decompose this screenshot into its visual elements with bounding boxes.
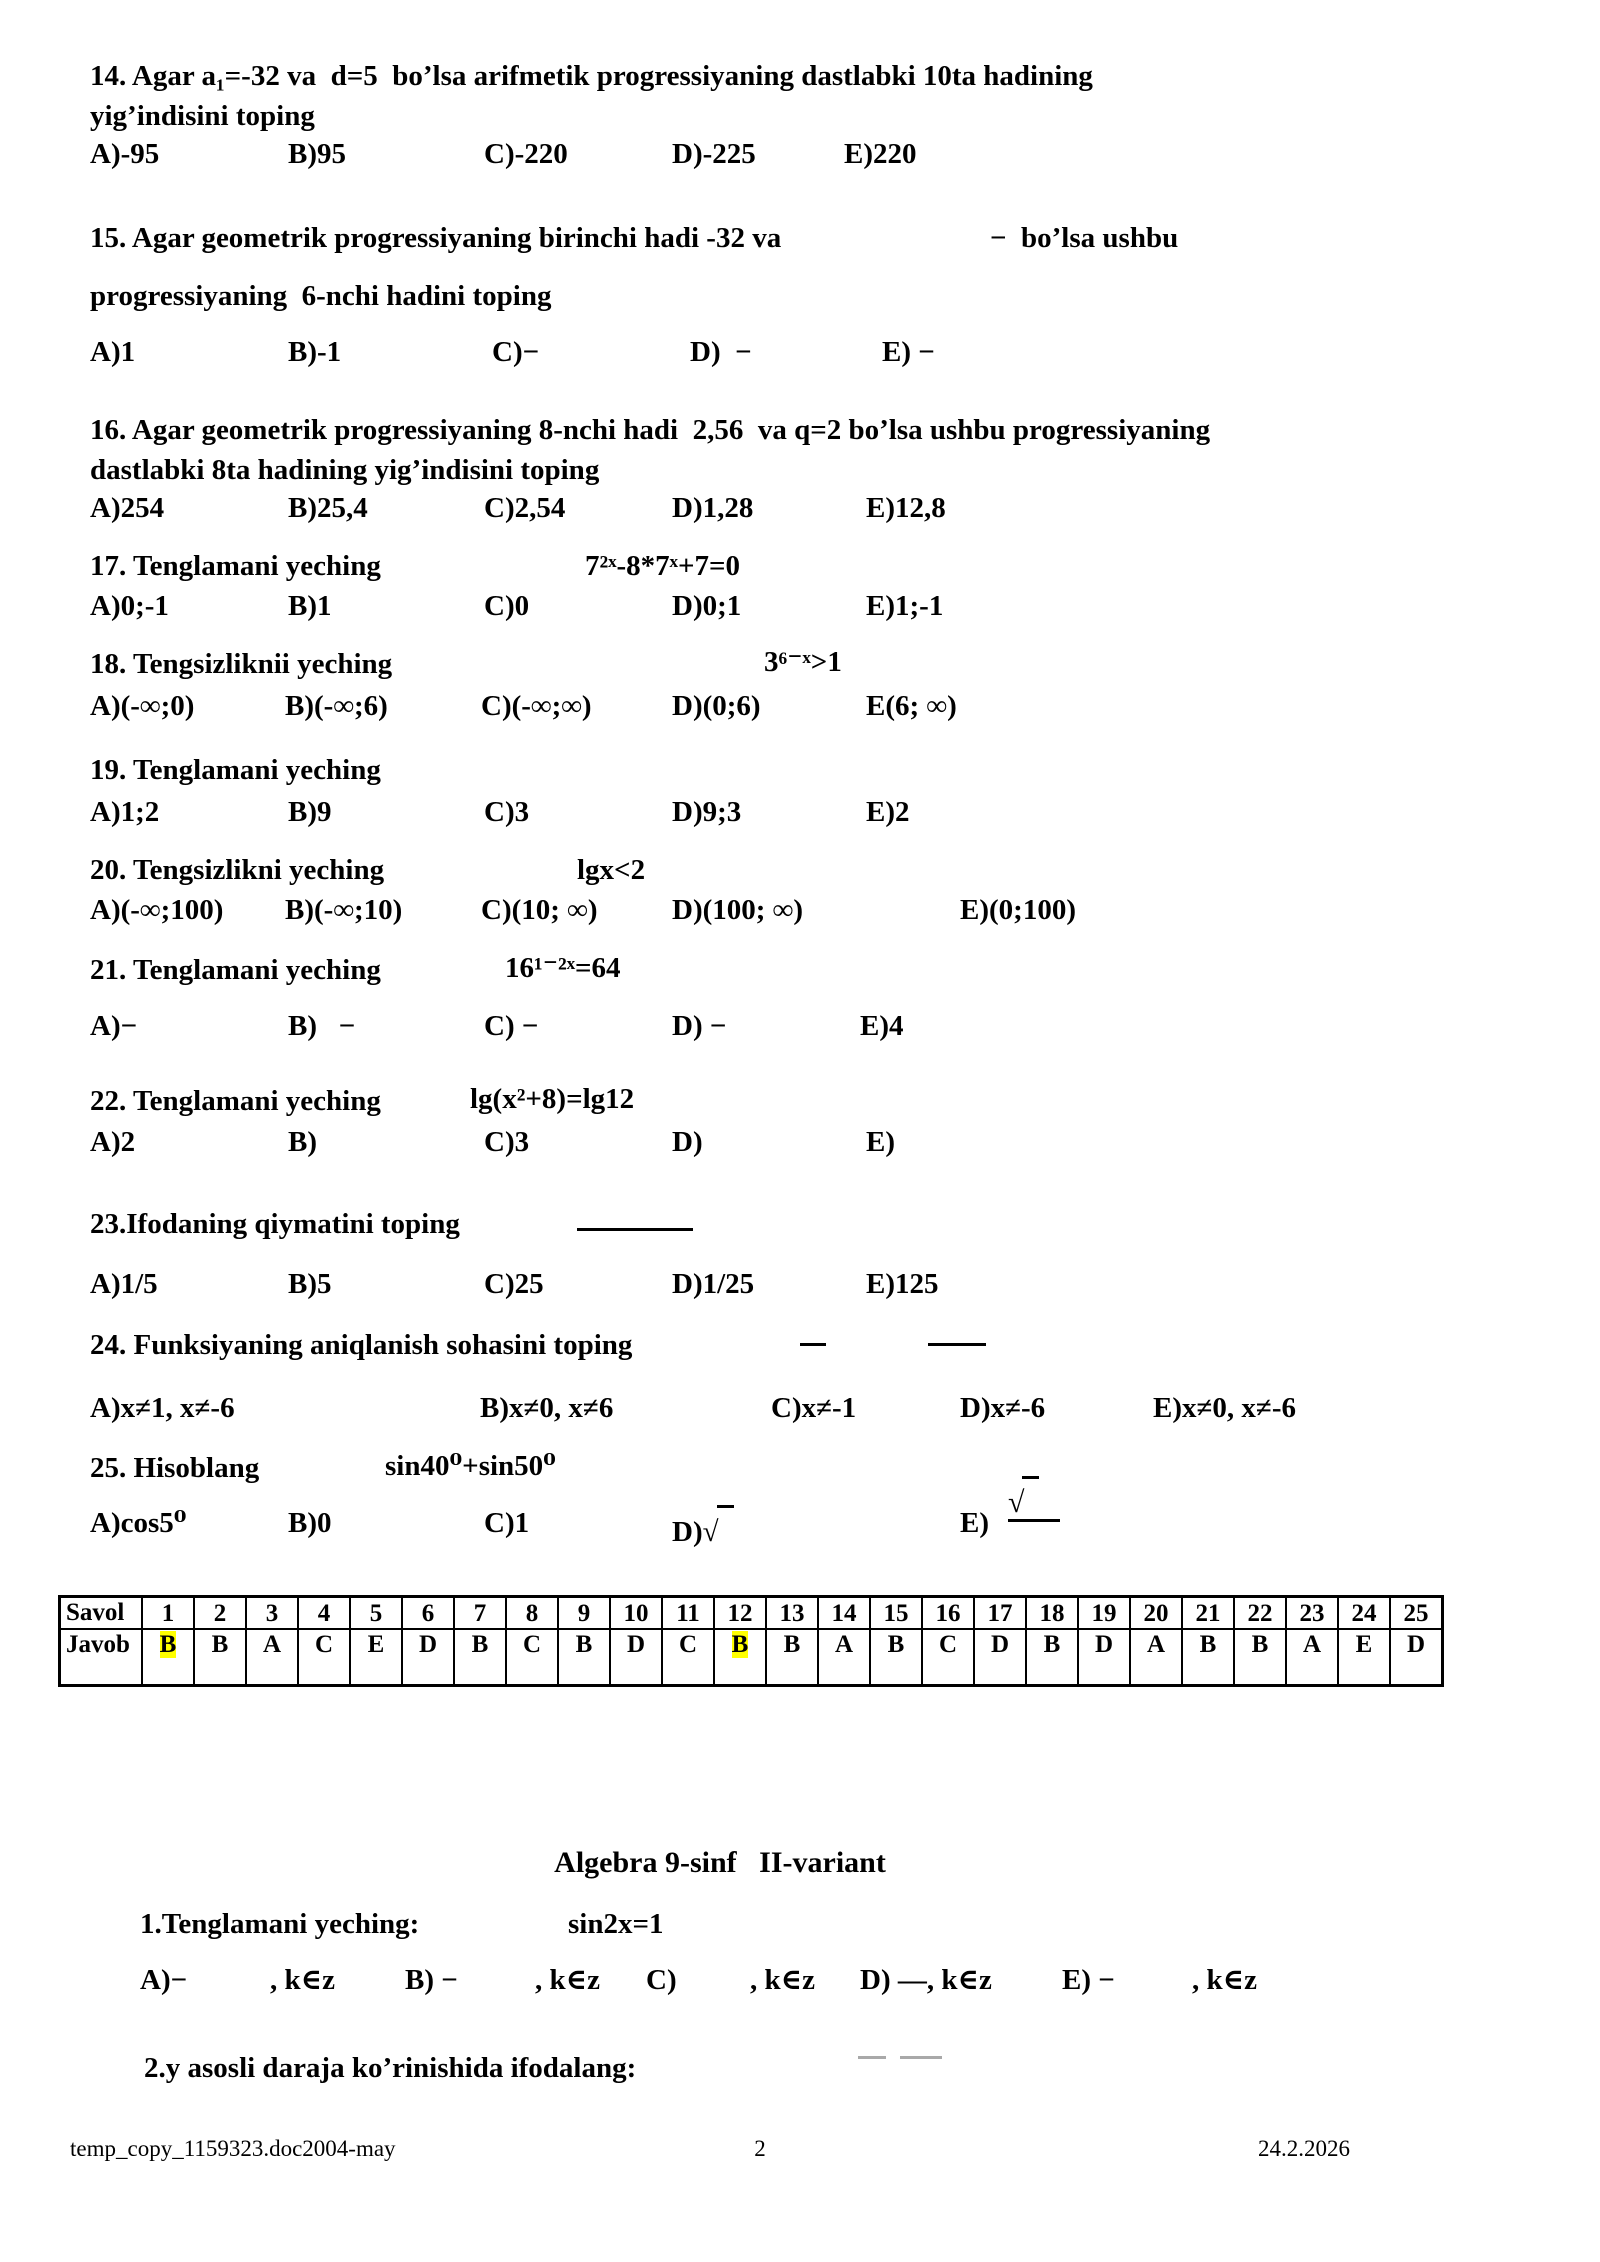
radical-vinculum: [1022, 1476, 1039, 1497]
footer-page-number: 2: [754, 2136, 766, 2161]
variant2-q1-option-b-suffix: , k∈z: [535, 1964, 600, 1996]
variant2-question-2-label: 2.y asosli daraja ko’rinishida ifodalang:: [144, 2052, 637, 2084]
question-number-cell: 4: [298, 1597, 350, 1630]
variant2-q1-option-a-suffix: , k∈z: [270, 1964, 335, 1996]
answer-cell: B: [1026, 1629, 1078, 1686]
question-number-cell: 24: [1338, 1597, 1390, 1630]
answer-cell: C: [298, 1629, 350, 1686]
answer-key-row-label: Javob: [60, 1629, 143, 1686]
question-18-option-d: D)(0;6): [672, 690, 761, 722]
variant2-question-1-equation: sin2x=1: [568, 1908, 664, 1940]
question-18-option-c: C)(-∞;∞): [481, 690, 592, 722]
question-21-option-c: C) −: [484, 1010, 539, 1042]
question-15-option-d: D) −: [690, 336, 752, 368]
question-number-cell: 13: [766, 1597, 818, 1630]
question-number-cell: 7: [454, 1597, 506, 1630]
question-number-cell: 18: [1026, 1597, 1078, 1630]
question-22-option-e: E): [866, 1126, 895, 1158]
question-21-option-a: A)−: [90, 1010, 138, 1042]
faint-fraction-bar-1: [858, 2056, 886, 2059]
answer-cell: D: [402, 1629, 454, 1686]
question-19-option-c: C)3: [484, 796, 530, 828]
question-25-option-b: B)0: [288, 1507, 332, 1539]
question-24-option-a: A)x≠1, x≠-6: [90, 1392, 235, 1424]
answer-cell: B: [870, 1629, 922, 1686]
answer-cell: D: [1390, 1629, 1443, 1686]
section-2-heading: Algebra 9-sinf II-variant: [554, 1846, 886, 1879]
fraction-bar: [1008, 1519, 1060, 1522]
answer-cell: C: [506, 1629, 558, 1686]
question-20-option-c: C)(10; ∞): [481, 894, 598, 926]
question-20-option-b: B)(-∞;10): [285, 894, 403, 926]
answer-cell: A: [1286, 1629, 1338, 1686]
question-15-option-a: A)1: [90, 336, 136, 368]
question-number-cell: 9: [558, 1597, 610, 1630]
answer-key-corner-label: Savol: [60, 1597, 143, 1630]
variant2-q1-option-c-suffix: , k∈z: [750, 1964, 815, 1996]
variant2-question-1-label: 1.Tenglamani yeching:: [140, 1908, 420, 1940]
question-20-equation: lgx<2: [577, 854, 646, 886]
question-15-option-b: B)-1: [288, 336, 342, 368]
question-21-option-e: E)4: [860, 1010, 904, 1042]
question-18-option-e: E(6; ∞): [866, 690, 957, 722]
question-19-option-d: D)9;3: [672, 796, 742, 828]
question-23-option-d: D)1/25: [672, 1268, 755, 1300]
question-number-cell: 19: [1078, 1597, 1130, 1630]
answer-cell: C: [922, 1629, 974, 1686]
question-21-line-1: 21. Tenglamani yeching: [90, 954, 381, 986]
question-14-line-1: 14. Agar a₁=-32 va d=5 bo’lsa arifmetik progressiyaning dastlabki 10ta hadining: [90, 60, 1093, 92]
question-number-cell: 23: [1286, 1597, 1338, 1630]
answer-cell: A: [246, 1629, 298, 1686]
question-23-fraction-bar: [577, 1228, 693, 1231]
answer-cell: A: [818, 1629, 870, 1686]
question-19-option-e: E)2: [866, 796, 910, 828]
question-20-option-a: A)(-∞;100): [90, 894, 224, 926]
question-number-cell: 5: [350, 1597, 402, 1630]
question-14-option-b: B)95: [288, 138, 346, 170]
question-23-option-c: C)25: [484, 1268, 544, 1300]
question-25-option-c: C)1: [484, 1507, 530, 1539]
variant2-q1-option-d: D) —, k∈z: [860, 1964, 992, 1996]
question-18-option-a: A)(-∞;0): [90, 690, 195, 722]
question-24-fraction-bar-2: [928, 1343, 986, 1346]
question-15-option-c: C)−: [492, 336, 540, 368]
question-number-cell: 17: [974, 1597, 1026, 1630]
question-17-option-c: C)0: [484, 590, 530, 622]
answer-cell: D: [610, 1629, 662, 1686]
question-number-cell: 21: [1182, 1597, 1234, 1630]
question-20-line-1: 20. Tengsizlikni yeching: [90, 854, 385, 886]
question-21-equation: 16¹⁻²ˣ=64: [505, 952, 621, 984]
question-25-option-d: [672, 1505, 734, 1550]
question-25-option-d-text: D)√: [672, 1516, 719, 1548]
question-21-option-b: B) −: [288, 1010, 356, 1042]
question-25-option-a: A)cos5⁰: [90, 1507, 187, 1539]
question-24-fraction-bar-1: [800, 1343, 826, 1346]
question-14-option-a: A)-95: [90, 138, 160, 170]
answer-cell: B: [454, 1629, 506, 1686]
question-23-option-a: A)1/5: [90, 1268, 158, 1300]
question-17-option-d: D)0;1: [672, 590, 742, 622]
question-18-line-1: 18. Tengsizliknii yeching: [90, 648, 393, 680]
question-23-line-1: 23.Ifodaning qiymatini toping: [90, 1208, 460, 1240]
question-number-cell: 6: [402, 1597, 454, 1630]
variant2-q1-option-a: A)−: [140, 1964, 188, 1996]
question-25-equation: sin40⁰+sin50⁰: [385, 1450, 556, 1482]
question-20-option-e: E)(0;100): [960, 894, 1076, 926]
variant2-q1-option-c: C): [646, 1964, 677, 1996]
question-25-option-e: E): [960, 1507, 989, 1539]
question-16-option-b: B)25,4: [288, 492, 368, 524]
question-22-option-a: A)2: [90, 1126, 136, 1158]
question-22-option-c: C)3: [484, 1126, 530, 1158]
question-22-option-b: B): [288, 1126, 317, 1158]
footer-filename: temp_copy_1159323.doc2004-may: [70, 2136, 396, 2161]
question-16-option-e: E)12,8: [866, 492, 946, 524]
question-17-line-1: 17. Tenglamani yeching: [90, 550, 381, 582]
faint-fraction-bar-2: [900, 2056, 942, 2059]
question-number-cell: 8: [506, 1597, 558, 1630]
answer-cell: B: [714, 1629, 766, 1686]
question-number-cell: 15: [870, 1597, 922, 1630]
question-25-line-1: 25. Hisoblang: [90, 1452, 260, 1484]
answer-cell: B: [142, 1629, 194, 1686]
question-17-option-b: B)1: [288, 590, 332, 622]
question-19-option-b: B)9: [288, 796, 332, 828]
question-16-line-2: dastlabki 8ta hadining yig’indisini toping: [90, 454, 600, 486]
answer-cell: B: [558, 1629, 610, 1686]
question-number-cell: 2: [194, 1597, 246, 1630]
answer-cell: E: [350, 1629, 402, 1686]
question-14-option-e: E)220: [844, 138, 917, 170]
question-15-option-e: E) −: [882, 336, 935, 368]
answer-cell: D: [974, 1629, 1026, 1686]
question-24-option-e: E)x≠0, x≠-6: [1153, 1392, 1296, 1424]
question-number-cell: 22: [1234, 1597, 1286, 1630]
answer-key-table: [58, 1595, 1444, 1687]
question-number-cell: 14: [818, 1597, 870, 1630]
question-15-line-1: 15. Agar geometrik progressiyaning birinchi hadi -32 va: [90, 222, 782, 254]
question-number-cell: 3: [246, 1597, 298, 1630]
question-number-cell: 25: [1390, 1597, 1443, 1630]
answer-cell: A: [1130, 1629, 1182, 1686]
question-17-option-e: E)1;-1: [866, 590, 944, 622]
question-number-cell: 16: [922, 1597, 974, 1630]
question-14-line-2: yig’indisini toping: [90, 100, 315, 132]
answer-key-header-row: [60, 1597, 1443, 1630]
radical-vinculum: [717, 1505, 734, 1526]
question-17-equation: 7²ˣ-8*7ˣ+7=0: [585, 550, 740, 582]
question-18-option-b: B)(-∞;6): [285, 690, 388, 722]
answer-cell: B: [1234, 1629, 1286, 1686]
question-21-option-d: D) −: [672, 1010, 727, 1042]
answer-cell: B: [1182, 1629, 1234, 1686]
question-19-line-1: 19. Tenglamani yeching: [90, 754, 381, 786]
question-22-option-d: D): [672, 1126, 703, 1158]
footer-date: 24.2.2026: [1258, 2136, 1350, 2161]
question-22-equation: lg(x²+8)=lg12: [470, 1083, 635, 1115]
answer-cell: B: [194, 1629, 246, 1686]
question-14-option-d: D)-225: [672, 138, 756, 170]
question-16-option-a: A)254: [90, 492, 165, 524]
question-20-option-d: D)(100; ∞): [672, 894, 803, 926]
question-16-option-d: D)1,28: [672, 492, 754, 524]
variant2-q1-option-e-suffix: , k∈z: [1192, 1964, 1257, 1996]
question-24-option-b: B)x≠0, x≠6: [480, 1392, 614, 1424]
answer-cell: E: [1338, 1629, 1390, 1686]
question-number-cell: 20: [1130, 1597, 1182, 1630]
radical-sign: √: [1008, 1476, 1060, 1518]
question-number-cell: 10: [610, 1597, 662, 1630]
question-16-option-c: C)2,54: [484, 492, 566, 524]
question-15-line-1-tail: − bo’lsa ushbu: [990, 222, 1179, 254]
question-17-option-a: A)0;-1: [90, 590, 169, 622]
variant2-q1-option-e: E) −: [1062, 1964, 1115, 1996]
question-24-option-c: C)x≠-1: [771, 1392, 857, 1424]
answer-cell: B: [766, 1629, 818, 1686]
question-24-option-d: D)x≠-6: [960, 1392, 1046, 1424]
question-23-option-e: E)125: [866, 1268, 939, 1300]
question-25-option-e-radical-fraction: [1008, 1476, 1060, 1522]
question-15-line-2: progressiyaning 6-nchi hadini toping: [90, 280, 552, 312]
question-16-line-1: 16. Agar geometrik progressiyaning 8-nchi hadi 2,56 va q=2 bo’lsa ushbu progressiyaning: [90, 414, 1211, 446]
question-14-option-c: C)-220: [484, 138, 568, 170]
question-number-cell: 11: [662, 1597, 714, 1630]
answer-cell: C: [662, 1629, 714, 1686]
question-number-cell: 1: [142, 1597, 194, 1630]
question-22-line-1: 22. Tenglamani yeching: [90, 1085, 381, 1117]
answer-cell: D: [1078, 1629, 1130, 1686]
question-24-line-1: 24. Funksiyaning aniqlanish sohasini toping: [90, 1329, 633, 1361]
question-18-equation: 3⁶⁻ˣ>1: [764, 646, 842, 678]
variant2-q1-option-b: B) −: [405, 1964, 458, 1996]
question-number-cell: 12: [714, 1597, 766, 1630]
question-23-option-b: B)5: [288, 1268, 332, 1300]
answer-key-answer-row: [60, 1629, 1443, 1686]
question-19-option-a: A)1;2: [90, 796, 160, 828]
